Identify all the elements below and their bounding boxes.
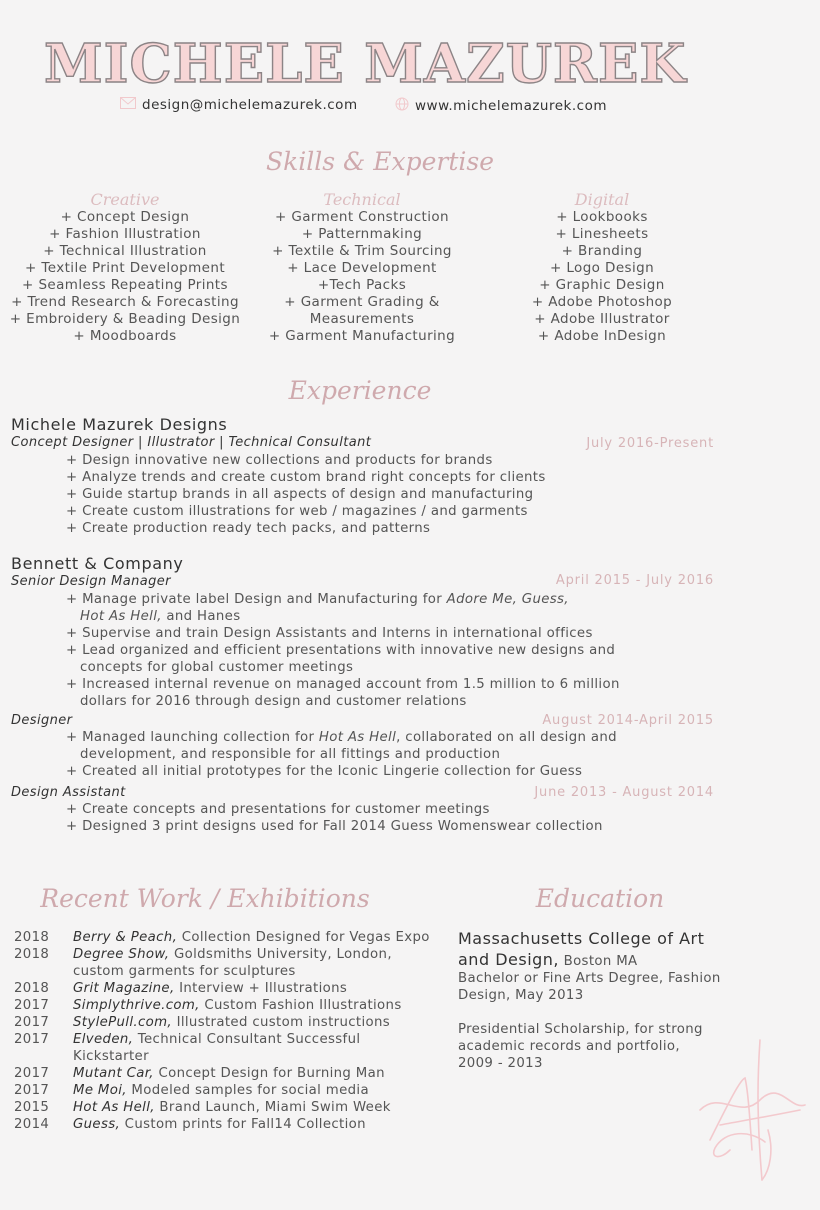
list-item: + Logo Design (549, 260, 655, 276)
education-block (458, 928, 721, 1072)
job-date: June 2013 - August 2014 (534, 785, 714, 800)
list-item: + Textile Print Development (24, 260, 226, 276)
education-title: Education (535, 884, 665, 913)
list-item: + Technical Illustration (43, 243, 207, 259)
list-item: + Supervise and train Design Assistants and Interns in international offices (66, 626, 593, 641)
name-heading: MICHELE MAZUREK (44, 33, 687, 95)
list-item: + Trend Research & Forecasting (11, 294, 239, 310)
skills-list-digital (477, 209, 727, 345)
job-bullets (66, 729, 617, 780)
list-item: + Lace Development (287, 260, 437, 276)
list-item: + Adobe Photoshop (531, 294, 673, 310)
skills-column-technical (237, 190, 487, 345)
list-item: + Manage private label Design and Manufacturing for Adore Me, Guess, (66, 592, 569, 607)
list-item: Hot As Hell, and Hanes (80, 609, 241, 624)
website-text: www.michelemazurek.com (415, 98, 607, 114)
skills-list-technical (237, 209, 487, 345)
website-contact[interactable] (395, 97, 607, 115)
list-item: + Linesheets (555, 226, 649, 242)
list-item: 2018 Berry & Peach, Collection Designed for Vegas Expo (14, 930, 430, 945)
job-role: Design Assistant (11, 785, 126, 800)
recent-work-title: Recent Work / Exhibitions (40, 884, 370, 913)
list-item: + Increased internal revenue on managed account from 1.5 million to 6 million (66, 677, 620, 692)
scholarship-text: 2009 - 2013 (458, 1056, 543, 1071)
experience-title: Experience (288, 376, 432, 405)
list-item: + Create production ready tech packs, and patterns (66, 521, 431, 536)
list-item: 2017 Mutant Car, Concept Design for Burning Man (14, 1066, 385, 1081)
list-item: + Managed launching collection for Hot As Hell, collaborated on all design and (66, 730, 617, 745)
list-item: 2014 Guess, Custom prints for Fall14 Collection (14, 1117, 366, 1132)
list-item: Measurements (309, 311, 415, 327)
monogram-signature (690, 1030, 810, 1194)
list-item: + Seamless Repeating Prints (22, 277, 228, 293)
job-date: July 2016-Present (586, 436, 714, 451)
envelope-icon (120, 97, 136, 113)
list-item: + Garment Manufacturing (268, 328, 456, 344)
list-item: concepts for global customer meetings (80, 660, 354, 675)
email-text: design@michelemazurek.com (142, 97, 358, 113)
list-item: + Textile & Trim Sourcing (272, 243, 452, 259)
school-name: Massachusetts College of Art (458, 929, 705, 948)
skills-heading-technical: Technical (323, 190, 401, 209)
scholarship-text: academic records and portfolio, (458, 1039, 680, 1054)
list-item: 2017 Me Moi, Modeled samples for social media (14, 1083, 369, 1098)
list-item: + Lead organized and efficient presentations with innovative new designs and (66, 643, 616, 658)
degree-text: Design, May 2013 (458, 988, 584, 1003)
recent-work-list (14, 929, 430, 1133)
list-item: + Lookbooks (556, 209, 648, 225)
list-item: + Garment Construction (274, 209, 449, 225)
list-item: 2017 StylePull.com, Illustrated custom instructions (14, 1015, 391, 1030)
list-item: +Tech Packs (317, 277, 407, 293)
list-item: dollars for 2016 through design and customer relations (80, 694, 467, 709)
job-date: April 2015 - July 2016 (555, 573, 714, 588)
company-name: Michele Mazurek Designs (11, 415, 228, 434)
school-line: and Design, Boston MA (458, 950, 638, 969)
list-item: + Create concepts and presentations for customer meetings (66, 802, 490, 817)
list-item: + Garment Grading & (284, 294, 440, 310)
list-item-continuation: custom garments for sculptures (73, 964, 296, 979)
list-item: 2015 Hot As Hell, Brand Launch, Miami Swim Week (14, 1100, 391, 1115)
list-item: + Moodboards (73, 328, 177, 344)
job-role: Senior Design Manager (11, 574, 171, 589)
skills-column-digital (477, 190, 727, 345)
list-item: + Fashion Illustration (49, 226, 201, 242)
list-item: + Created all initial prototypes for the Iconic Lingerie collection for Guess (66, 764, 583, 779)
list-item: 2017 Simplythrive.com, Custom Fashion Illustrations (14, 998, 402, 1013)
scholarship-text: Presidential Scholarship, for strong (458, 1022, 703, 1037)
list-item: + Guide startup brands in all aspects of design and manufacturing (66, 487, 534, 502)
skills-heading-creative: Creative (90, 190, 160, 209)
job-bullets (66, 801, 603, 835)
job-role: Concept Designer | Illustrator | Technical Consultant (11, 435, 372, 450)
list-item: + Patternmaking (301, 226, 423, 242)
globe-icon (395, 97, 409, 115)
company-name: Bennett & Company (11, 554, 184, 573)
list-item: + Graphic Design (539, 277, 665, 293)
list-item: + Create custom illustrations for web / magazines / and garments (66, 504, 528, 519)
list-item: 2018 Degree Show, Goldsmiths University, London, (14, 947, 392, 962)
skills-list-creative (0, 209, 250, 345)
list-item: 2018 Grit Magazine, Interview + Illustrations (14, 981, 348, 996)
degree-text: Bachelor or Fine Arts Degree, Fashion (458, 971, 721, 986)
job-role: Designer (11, 713, 73, 728)
skills-column-creative (0, 190, 250, 345)
list-item: + Design innovative new collections and products for brands (66, 453, 493, 468)
list-item: + Adobe Illustrator (534, 311, 670, 327)
job-date: August 2014-April 2015 (542, 713, 714, 728)
list-item: + Designed 3 print designs used for Fall 2014 Guess Womenswear collection (66, 819, 603, 834)
job-bullets (66, 452, 546, 537)
skills-title: Skills & Expertise (265, 147, 494, 176)
email-contact[interactable] (120, 97, 358, 113)
list-item: + Branding (561, 243, 643, 259)
list-item-continuation: Kickstarter (73, 1049, 149, 1064)
skills-heading-digital: Digital (574, 190, 630, 209)
list-item: + Embroidery & Beading Design (9, 311, 241, 327)
list-item: 2017 Elveden, Technical Consultant Successful (14, 1032, 361, 1047)
job-bullets (66, 591, 620, 710)
list-item: + Adobe InDesign (537, 328, 667, 344)
list-item: + Concept Design (60, 209, 190, 225)
list-item: development, and responsible for all fittings and production (80, 747, 501, 762)
list-item: + Analyze trends and create custom brand right concepts for clients (66, 470, 546, 485)
